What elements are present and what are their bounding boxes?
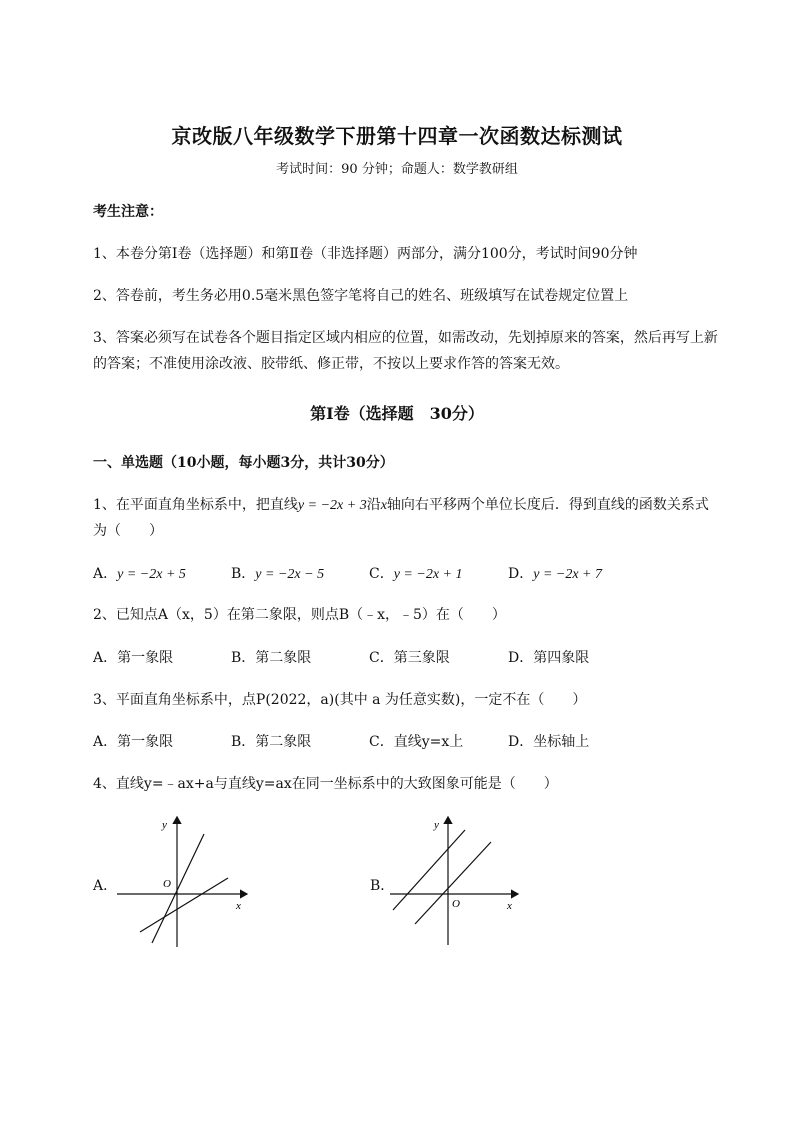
note-item-3: 3、答案必须写在试卷各个题目指定区域内相应的位置，如需改动，先划掉原来的答案，然后再写上新	[93, 330, 718, 346]
question-1-text-b: 沿	[366, 497, 381, 513]
q4-option-b-label[interactable]: B．	[370, 878, 395, 894]
question-1-text-c: 轴向右平移两个单位长度后．得到直线的函数关系式	[386, 497, 709, 513]
q3-option-c[interactable]	[369, 731, 463, 751]
question-3-stem: 3、平面直角坐标系中，点P(2022，a)(其中 a 为任意实数)，一定不在（ ）	[93, 692, 587, 708]
exam-info: 考试时间：90 分钟；命题人：数学教研组	[276, 162, 518, 177]
note-item-2: 2、答卷前，考生务必用0.5毫米黑色签字笔将自己的姓名、班级填写在试卷规定位置上	[93, 288, 629, 304]
question-1-stem-cont: 为（ ）	[93, 523, 163, 539]
y-axis-label: y	[434, 819, 439, 831]
option-text: 第二象限	[255, 734, 312, 750]
option-label: C．	[369, 566, 394, 582]
origin-label: O	[163, 878, 171, 890]
option-label: D．	[508, 734, 534, 750]
question-2-stem: 2、已知点A（x，5）在第二象限，则点B（﹣x，﹣5）在（ ）	[93, 607, 506, 623]
page-title: 京改版八年级数学下册第十四章一次函数达标测试	[171, 124, 623, 148]
option-label: D．	[508, 650, 534, 666]
option-label: A．	[93, 734, 118, 750]
x-axis-label: x	[507, 900, 512, 912]
option-text: 直线y=x上	[393, 734, 464, 750]
option-label: B．	[231, 566, 256, 582]
question-1-text-a: 1、在平面直角坐标系中，把直线	[93, 497, 298, 513]
option-label: D．	[508, 566, 534, 582]
line-shallow	[140, 878, 228, 932]
option-text: 第一象限	[117, 734, 174, 750]
q1-option-b[interactable]	[231, 563, 324, 583]
q2-option-d[interactable]	[508, 647, 589, 667]
q4-option-a-label[interactable]: A．	[93, 878, 118, 894]
option-label: B．	[231, 734, 256, 750]
note-item-1: 1、本卷分第Ⅰ卷（选择题）和第Ⅱ卷（非选择题）两部分，满分100分，考试时间90分钟	[93, 246, 638, 262]
q4-graph-b[interactable]	[385, 812, 525, 952]
origin-label: O	[452, 898, 460, 910]
option-label: A．	[93, 650, 118, 666]
option-text: 第四象限	[533, 650, 590, 666]
question-1-stem	[93, 494, 709, 514]
x-axis-label: x	[236, 900, 241, 912]
q3-option-d[interactable]	[508, 731, 589, 751]
option-text: 第二象限	[255, 650, 312, 666]
option-label: B．	[231, 650, 256, 666]
q4-graph-a[interactable]	[112, 812, 252, 952]
option-text: y = −2x + 1	[393, 567, 463, 582]
option-text: y = −2x − 5	[255, 567, 325, 582]
q1-option-a[interactable]	[93, 563, 186, 583]
question-4-stem: 4、直线y=﹣ax+a与直线y=ax在同一坐标系中的大致图象可能是（ ）	[93, 776, 558, 792]
line-lower	[415, 842, 491, 924]
line-steep	[152, 834, 204, 943]
question-1-axis: x	[380, 498, 387, 513]
q2-option-a[interactable]	[93, 647, 173, 667]
question-1-equation: y = −2x + 3	[297, 498, 367, 513]
note-item-3-cont: 的答案；不准使用涂改液、胶带纸、修正带，不按以上要求作答的答案无效。	[93, 356, 569, 372]
option-label: C．	[369, 650, 394, 666]
q3-option-b[interactable]	[231, 731, 311, 751]
q1-option-c[interactable]	[369, 563, 463, 583]
option-text: 第一象限	[117, 650, 174, 666]
option-text: 坐标轴上	[533, 734, 590, 750]
q3-option-a[interactable]	[93, 731, 173, 751]
q2-option-c[interactable]	[369, 647, 450, 667]
option-label: C．	[369, 734, 394, 750]
option-text: y = −2x + 7	[533, 567, 603, 582]
option-text: 第三象限	[393, 650, 450, 666]
q2-option-b[interactable]	[231, 647, 311, 667]
notes-heading: 考生注意：	[93, 204, 163, 220]
q1-option-d[interactable]	[508, 563, 602, 583]
section-title: 第Ⅰ卷（选择题 30分）	[310, 404, 484, 423]
option-text: y = −2x + 5	[117, 567, 186, 582]
option-label: A．	[93, 566, 118, 582]
part-heading: 一、单选题（10小题，每小题3分，共计30分）	[93, 455, 394, 471]
y-axis-label: y	[162, 819, 167, 831]
